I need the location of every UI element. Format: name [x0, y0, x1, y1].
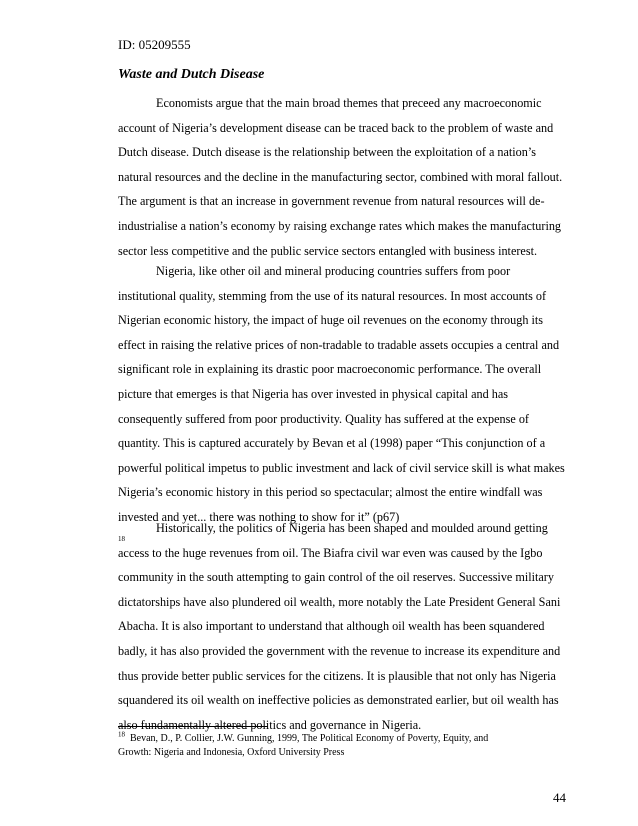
footnote-reference[interactable]: 18	[118, 534, 125, 543]
paragraph-1	[118, 91, 570, 263]
p2-line-10: Nigeria’s economic history in this period so spectacular; almost the entire windfall was	[118, 485, 543, 500]
p2-line-7: consequently suffered from poor productivity. Quality has suffered at the expense of	[118, 411, 529, 426]
p2-line-4: effect in raising the relative prices of non-tradable to tradable assets occupies a central and	[118, 337, 560, 352]
p3-line-8: squandered its oil wealth on ineffective policies as demonstrated earlier, but oil wealth has	[118, 693, 559, 708]
p3-line-7: thus provide better public services for the citizens. It is plausible that not only has Nigeria	[118, 668, 556, 683]
p2-line-5: significant role in explaining its drastic poor macroeconomic performance. The overall	[118, 362, 542, 377]
p3-line-9: also fundamentally altered politics and governance in Nigeria.	[118, 717, 422, 732]
p2-line-2: institutional quality, stemming from the use of its natural resources. In most accounts of	[118, 288, 547, 303]
p1-line-1: Economists argue that the main broad themes that preceed any macroeconomic	[156, 96, 542, 110]
section-heading: Waste and Dutch Disease	[118, 67, 265, 82]
p2-line-6: picture that emerges is that Nigeria has over invested in physical capital and has	[118, 386, 508, 401]
p2-line-1: Nigeria, like other oil and mineral producing countries suffers from poor	[156, 264, 511, 278]
p2-line-11: invested and yet... there was nothing to show for it” (p67)	[118, 509, 400, 524]
p3-line-5: Abacha. It is also important to understand that although oil wealth has been squandered	[118, 619, 545, 634]
paragraph-2	[118, 259, 570, 554]
paragraph-3	[118, 516, 570, 737]
document-id: ID: 05209555	[118, 37, 191, 52]
p1-line-6: industrialise a nation’s economy by raising exchange rates which makes the manufacturing	[118, 218, 562, 233]
p3-line-4: dictatorships have also plundered oil wealth, more notably the Late President General Sani	[118, 594, 561, 609]
p2-line-9: powerful political impetus to public investment and lack of civil service skill is what makes	[118, 460, 565, 475]
p1-line-2: account of Nigeria’s development disease can be traced back to the problem of waste and	[118, 120, 554, 135]
footnote-line-2: Growth: Nigeria and Indonesia, Oxford University Press	[118, 747, 345, 758]
p2-line-3: Nigerian economic history, the impact of huge oil revenues on the economy through its	[118, 313, 543, 328]
p1-line-5: The argument is that an increase in government revenue from natural resources will de-	[118, 194, 545, 209]
footnote	[118, 732, 570, 760]
p1-line-7: sector less competitive and the public service sectors entangled with business interest.	[118, 243, 537, 258]
p3-line-6: badly, it has also provided the government with the revenue to increase its expenditure and	[118, 643, 561, 658]
footnote-divider	[118, 726, 268, 727]
footnote-line-1: Bevan, D., P. Collier, J.W. Gunning, 1999, The Political Economy of Poverty, Equity, and	[130, 733, 489, 744]
page-number: 44	[553, 790, 566, 805]
p1-line-3: Dutch disease. Dutch disease is the relationship between the exploitation of a nation’s	[118, 145, 536, 160]
p3-line-2: access to the huge revenues from oil. The Biafra civil war even was caused by the Igbo	[118, 545, 543, 560]
p1-line-4: natural resources and the decline in the manufacturing sector, combined with moral fallout.	[118, 169, 563, 184]
p2-line-8: quantity. This is captured accurately by Bevan et al (1998) paper “This conjunction of a	[118, 436, 546, 451]
p3-line-1: Historically, the politics of Nigeria has been shaped and moulded around getting	[156, 521, 548, 535]
footnote-marker: 18	[118, 730, 125, 739]
p3-line-3: community in the south attempting to gain control of the oil reserves. Successive military	[118, 570, 554, 585]
